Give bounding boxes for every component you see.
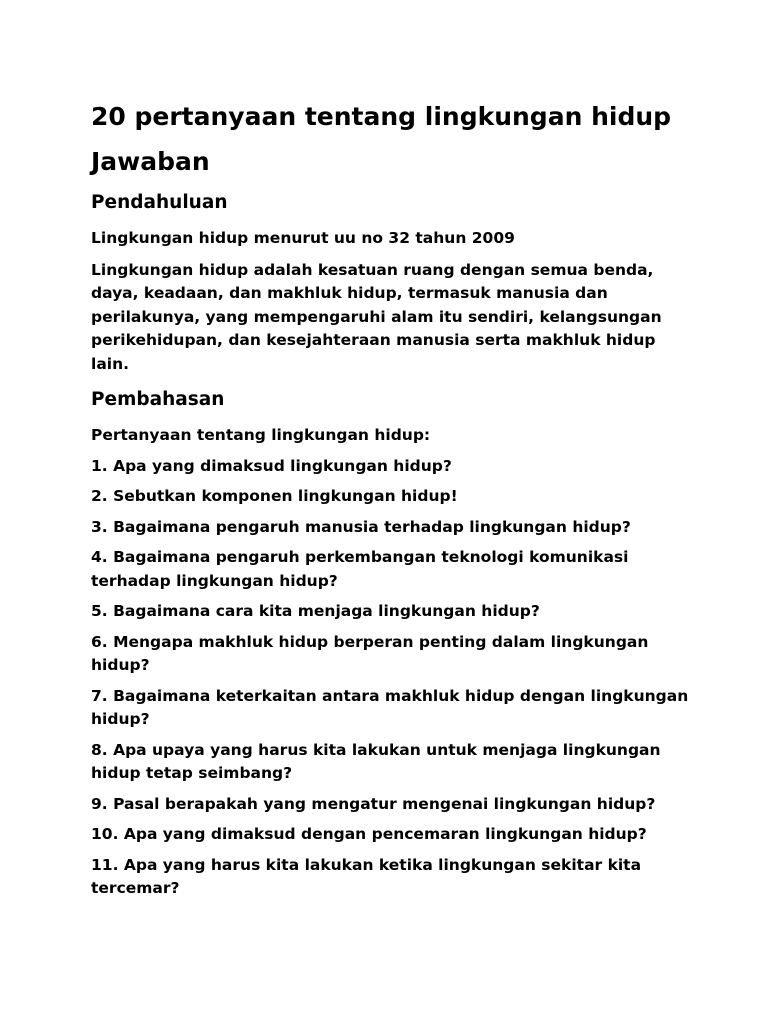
list-item: 8. Apa upaya yang harus kita lakukan untuk menjaga lingkungan hidup tetap seimbang?: [91, 740, 661, 782]
list-item: 6. Mengapa makhluk hidup berperan penting dalam lingkungan hidup?: [91, 632, 649, 674]
section-heading-discussion: Pembahasan: [91, 389, 225, 410]
document-title: 20 pertanyaan tentang lingkungan hidup Jawaban: [91, 102, 672, 176]
list-item: 1. Apa yang dimaksud lingkungan hidup?: [91, 456, 452, 475]
list-item: 10. Apa yang dimaksud dengan pencemaran lingkungan hidup?: [91, 825, 647, 843]
questions-lead: Pertanyaan tentang lingkungan hidup:: [91, 426, 431, 444]
definition-paragraph: Lingkungan hidup adalah kesatuan ruang dengan semua benda, daya, keadaan, dan makhluk hidup, termasuk manusia dan perilakunya, yang mempengaruhi alam itu sendiri, kelangsungan perikehidupan, dan kesejahteraan manusia serta makhluk hidup lain.: [91, 260, 662, 373]
list-item: 11. Apa yang harus kita lakukan ketika lingkungan sekitar kita tercemar?: [91, 855, 642, 897]
questions-list: [91, 455, 691, 901]
list-item: 5. Bagaimana cara kita menjaga lingkungan hidup?: [91, 602, 540, 620]
list-item: 2. Sebutkan komponen lingkungan hidup!: [91, 487, 458, 505]
list-item: 9. Pasal berapakah yang mengatur mengenai lingkungan hidup?: [91, 794, 656, 813]
definition-source: Lingkungan hidup menurut uu no 32 tahun 2009: [91, 229, 515, 247]
list-item: 4. Bagaimana pengaruh perkembangan teknologi komunikasi terhadap lingkungan hidup?: [91, 548, 629, 590]
document-page: [91, 94, 691, 901]
section-heading-intro: Pendahuluan: [91, 192, 228, 213]
list-item: 3. Bagaimana pengaruh manusia terhadap lingkungan hidup?: [91, 517, 631, 536]
list-item: 7. Bagaimana keterkaitan antara makhluk hidup dengan lingkungan hidup?: [91, 686, 689, 728]
